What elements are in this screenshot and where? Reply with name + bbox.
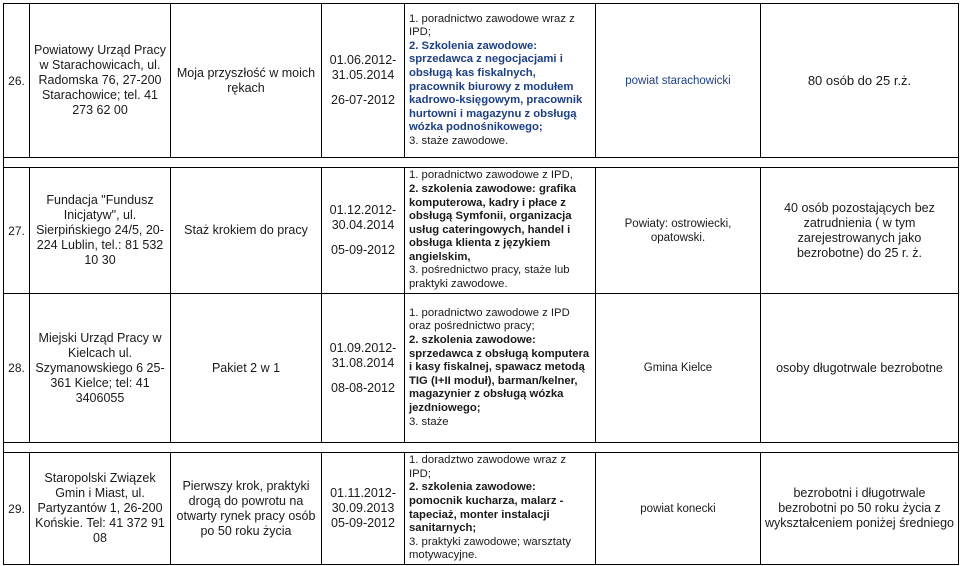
target-group-cell: bezrobotni i długotrwale bezrobotni po 50 roku życia z wykształceniem poniżej średniego [761, 453, 959, 565]
activity-3: 3. staże [409, 415, 449, 428]
target-group-cell: 80 osób do 25 r.ż. [761, 4, 959, 158]
dates-cell [322, 294, 405, 443]
activity-1: 1. doradztwo zawodowe wraz z IPD; [409, 454, 566, 480]
start-date: 05-09-2012 [331, 516, 395, 530]
period-from: 01.11.2012- [330, 486, 396, 500]
activity-1: 1. poradnictwo zawodowe z IPD, [409, 169, 573, 182]
activity-2: 2. szkolenia zawodowe: grafika komputerowa, kadry i płace z obsługą Symfonii, organizacja usług cateringowych, handel i obsługa klienta z językiem angielskim, [409, 182, 576, 263]
period-to: 31.08.2014 [331, 355, 395, 370]
activity-2: 2. Szkolenia zawodowe: sprzedawca z negocjacjami i obsługą kas fiskalnych, pracownik biurowy z modułem kadrowo-księgowym, pracownik hurtowni i magazynu z obsługą wózka podnośnikowego; [409, 39, 583, 134]
project-title-cell: Pierwszy krok, praktyki drogą do powrotu na otwarty rynek pracy osób po 50 roku życia [171, 453, 322, 565]
period-from: 01.06.2012- [329, 53, 397, 67]
table-row [4, 4, 959, 158]
activities-cell [405, 453, 596, 565]
table-row [4, 453, 959, 565]
area-cell: powiat starachowicki [596, 4, 761, 158]
dates-cell [322, 168, 405, 294]
target-group-cell: osoby długotrwale bezrobotne [761, 294, 959, 443]
activities-cell [405, 168, 596, 294]
project-title-cell: Moja przyszłość w moich rękach [171, 4, 322, 158]
activities-cell [405, 294, 596, 443]
start-date: 05-09-2012 [331, 243, 395, 257]
table-row [4, 168, 959, 294]
organizer-cell: Miejski Urząd Pracy w Kielcach ul. Szymanowskiego 6 25-361 Kielce; tel: 41 3406055 [30, 294, 171, 443]
activity-1: 1. poradnictwo zawodowe z IPD oraz pośrednictwo pracy; [409, 306, 570, 333]
organizer-cell: Fundacja "Fundusz Inicjatyw", ul. Sierpińskiego 24/5, 20-224 Lublin, tel.: 81 532 10 30 [30, 168, 171, 294]
start-date: 26-07-2012 [331, 93, 395, 107]
period-to: 31.05.2014 [331, 68, 395, 82]
dates-cell [322, 4, 405, 158]
period-from: 01.09.2012- [329, 340, 397, 355]
dates-cell [322, 453, 405, 565]
row-separator [4, 158, 959, 168]
row-separator [4, 443, 959, 453]
projects-table [3, 3, 959, 565]
period-from: 01.12.2012- [329, 203, 397, 217]
activity-1: 1. poradnictwo zawodowe wraz z IPD; [409, 12, 575, 39]
activity-3: 3. pośrednictwo pracy, staże lub praktyki zawodowe. [409, 264, 570, 291]
activity-2: 2. szkolenia zawodowe: sprzedawca z obsługą komputera i kasy fiskalnej, spawacz metodą TIG (I+II moduł), barman/kelner, magazynier z obsługą wózka jezdniowego; [409, 334, 590, 414]
start-date: 08-08-2012 [331, 380, 395, 395]
area-cell: Powiaty: ostrowiecki, opatowski. [596, 168, 761, 294]
target-group-cell: 40 osób pozostających bez zatrudnienia ( w tym zarejestrowanych jako bezrobotne) do 25 r. ż. [761, 168, 959, 294]
row-number: 27. [4, 168, 30, 294]
period-to: 30.09.2013 [331, 501, 395, 515]
organizer-cell: Staropolski Związek Gmin i Miast, ul. Partyzantów 1, 26-200 Końskie. Tel: 41 372 91 08 [30, 453, 171, 565]
row-number: 26. [4, 4, 30, 158]
period-to: 30.04.2014 [331, 218, 395, 232]
table-row [4, 294, 959, 443]
activities-cell [405, 4, 596, 158]
organizer-cell: Powiatowy Urząd Pracy w Starachowicach, ul. Radomska 76, 27-200 Starachowice; tel. 41 273 62 00 [30, 4, 171, 158]
activity-3: 3. staże zawodowe. [409, 134, 509, 147]
activity-3: 3. praktyki zawodowe; warsztaty motywacyjne. [409, 535, 571, 562]
activity-2: 2. szkolenia zawodowe: pomocnik kucharza, malarz - tapeciaż, monter instalacji sanitarnych; [409, 481, 564, 535]
area-cell: Gmina Kielce [596, 294, 761, 443]
project-title-cell: Pakiet 2 w 1 [171, 294, 322, 443]
project-title-cell: Staż krokiem do pracy [171, 168, 322, 294]
row-number: 29. [4, 453, 30, 565]
row-number: 28. [4, 294, 30, 443]
area-cell: powiat konecki [596, 453, 761, 565]
